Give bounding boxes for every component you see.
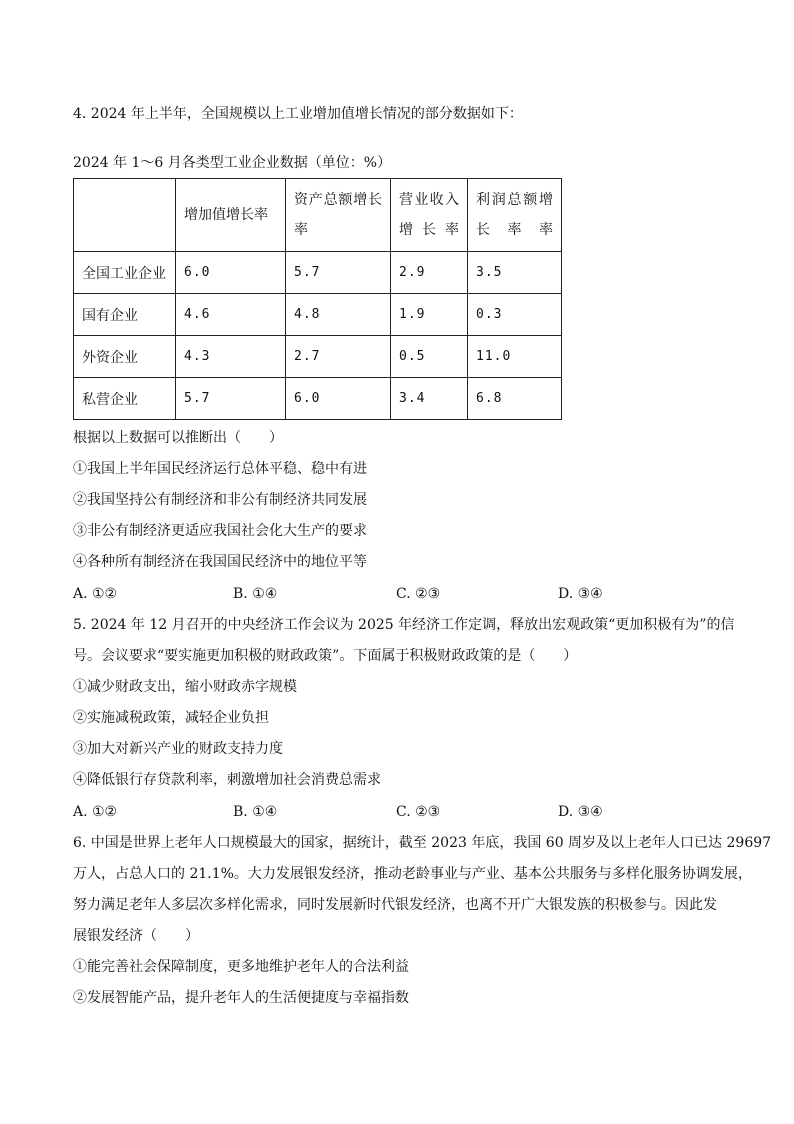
q4-stem: 4. 2024 年上半年，全国规模以上工业增加值增长情况的部分数据如下： — [73, 106, 523, 122]
row-label: 国有企业 — [74, 294, 176, 336]
option-a[interactable]: A. ①② — [73, 586, 118, 602]
table-cell: 3.5 — [468, 252, 562, 294]
option-d[interactable]: D. ③④ — [558, 804, 603, 820]
table-header-cell: 资产总额增长率 — [286, 179, 391, 252]
option-c[interactable]: C. ②③ — [396, 804, 441, 820]
table-cell: 0.5 — [391, 336, 468, 378]
row-label: 全国工业企业 — [74, 252, 176, 294]
option-b[interactable]: B. ①④ — [233, 804, 278, 820]
table-header-cell — [74, 179, 176, 252]
option-d[interactable]: D. ③④ — [558, 586, 603, 602]
q4-statement: ③非公有制经济更适应我国社会化大生产的要求 — [73, 523, 367, 539]
row-label: 私营企业 — [74, 378, 176, 420]
table-cell: 6.0 — [286, 378, 391, 420]
q4-prompt: 根据以上数据可以推断出（ ） — [73, 430, 283, 446]
option-b[interactable]: B. ①④ — [233, 586, 278, 602]
table-cell: 11.0 — [468, 336, 562, 378]
table-cell: 3.4 — [391, 378, 468, 420]
table-row — [74, 378, 562, 420]
table-header-cell: 营业收入增长率 — [391, 179, 468, 252]
option-a[interactable]: A. ①② — [73, 804, 118, 820]
q5-statement: ①减少财政支出，缩小财政赤字规模 — [73, 679, 297, 695]
table-row — [74, 336, 562, 378]
q4-data-table — [73, 178, 562, 420]
row-label: 外资企业 — [74, 336, 176, 378]
q4-statement: ①我国上半年国民经济运行总体平稳、稳中有进 — [73, 461, 367, 477]
q4-statement: ②我国坚持公有制经济和非公有制经济共同发展 — [73, 492, 367, 508]
q5-options — [73, 802, 733, 822]
q6-statement: ①能完善社会保障制度，更多地维护老年人的合法利益 — [73, 959, 409, 975]
q4-options — [73, 584, 733, 604]
table-cell: 0.3 — [468, 294, 562, 336]
q6-stem-line: 努力满足老年人多层次多样化需求，同时发展新时代银发经济，也离不开广大银发族的积极参与。因此发 — [73, 897, 717, 913]
q6-stem-line: 6. 中国是世界上老年人口规模最大的国家，据统计，截至 2023 年底，我国 60 周岁及以上老年人口已达 29697 — [73, 835, 772, 851]
q5-stem-line: 5. 2024 年 12 月召开的中央经济工作会议为 2025 年经济工作定调，释放出宏观政策“更加积极有为”的信 — [73, 617, 735, 633]
q6-stem-line: 展银发经济（ ） — [73, 928, 199, 944]
table-cell: 1.9 — [391, 294, 468, 336]
q5-stem-line: 号。会议要求“要实施更加积极的财政政策”。下面属于积极财政政策的是（ ） — [73, 648, 578, 664]
q4-statement: ④各种所有制经济在我国国民经济中的地位平等 — [73, 554, 367, 570]
table-cell: 5.7 — [286, 252, 391, 294]
option-c[interactable]: C. ②③ — [396, 586, 441, 602]
table-cell: 6.0 — [176, 252, 286, 294]
table-cell: 4.3 — [176, 336, 286, 378]
q6-statement: ②发展智能产品，提升老年人的生活便捷度与幸福指数 — [73, 990, 409, 1006]
table-cell: 2.7 — [286, 336, 391, 378]
table-header-cell: 增加值增长率 — [176, 179, 286, 252]
table-cell: 5.7 — [176, 378, 286, 420]
q5-statement: ②实施减税政策，减轻企业负担 — [73, 710, 269, 726]
table-row — [74, 252, 562, 294]
table-header-cell: 利润总额增长率率 — [468, 179, 562, 252]
table-cell: 2.9 — [391, 252, 468, 294]
table-header-row — [74, 179, 562, 252]
q5-statement: ③加大对新兴产业的财政支持力度 — [73, 741, 283, 757]
q5-statement: ④降低银行存贷款利率，刺激增加社会消费总需求 — [73, 772, 381, 788]
table-cell: 6.8 — [468, 378, 562, 420]
q6-stem-line: 万人，占总人口的 21.1%。大力发展银发经济，推动老龄事业与产业、基本公共服务与多样化服务协调发展， — [73, 866, 752, 882]
q4-table-caption: 2024 年 1～6 月各类型工业企业数据（单位：%） — [73, 155, 392, 171]
table-row — [74, 294, 562, 336]
table-cell: 4.6 — [176, 294, 286, 336]
table-cell: 4.8 — [286, 294, 391, 336]
